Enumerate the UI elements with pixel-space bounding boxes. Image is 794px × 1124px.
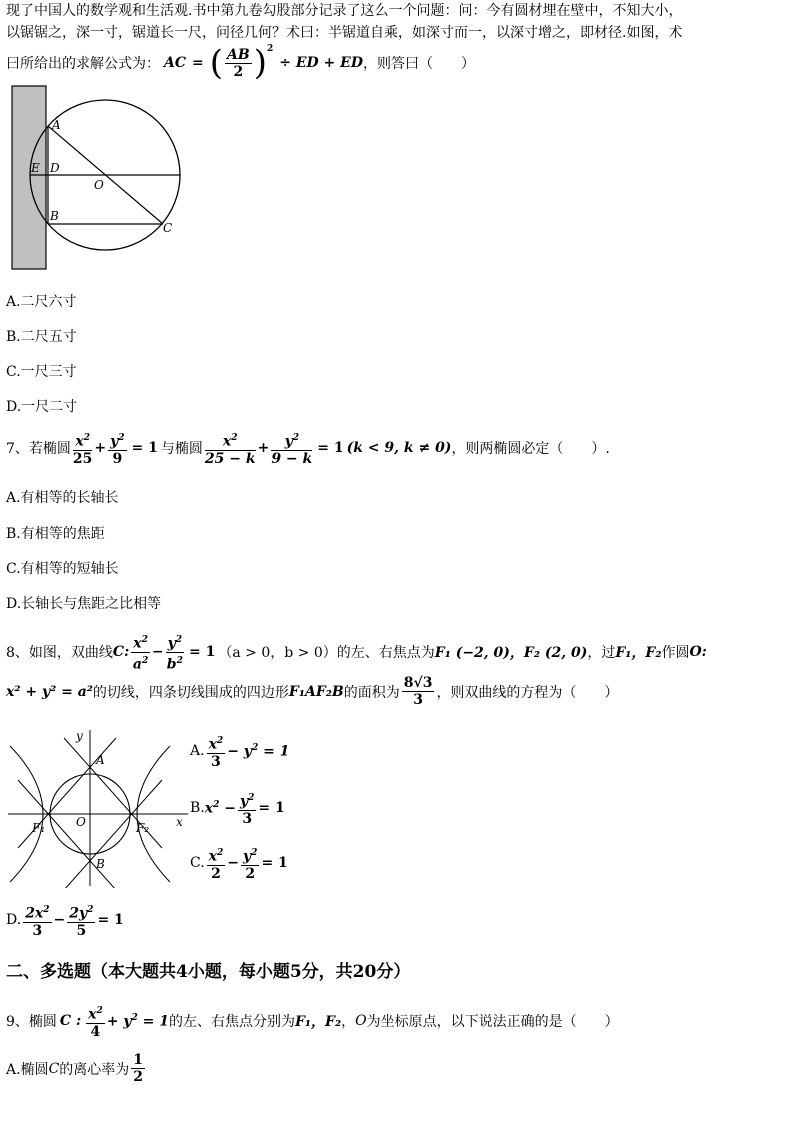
q8-text3: 作圆 [661,645,690,662]
label-f2: F₂ [136,821,150,835]
q7-e1-den1: 25 [72,450,93,467]
q7-e1-frac-x: $\frac{x^2}{25}$ [73,430,92,467]
intro-line-1: 现了中国人的数学观和生活观.书中第九卷勾股部分记录了这么一个问题：问：今有圆材埋在壁中，不知大小， [6,3,683,19]
formula-rest: ÷ ED + ED [279,55,363,71]
formula-fraction [225,47,252,80]
q8-text6: ，则双曲线的方程为（ ） [436,684,619,701]
q8-quad: F₁AF₂B [288,683,344,700]
q8-option-c-label: C. [190,855,205,872]
q9-text2: ， [341,1014,356,1031]
intro-line-3 [6,43,475,83]
q7-y: y [110,433,119,450]
label-d: D [50,161,60,175]
q8-cond: （a > 0，b > 0） [218,645,337,662]
q8-stem-line1: 8、如图，双曲线 C: $\frac{x^2}{a^2}$ − $\frac{y^2}{b^2}$ = 1 （a > 0，b > 0） 的左、右焦点为 F₁ (−2, 0)，F₂ (2, 0) ，过 F₁，F₂ 作圆 O: [6,632,707,672]
q9-option-a-c: C [48,1060,60,1077]
label-a: A [96,753,105,767]
q8-option-a[interactable]: A. $\frac{x^2}{3}$ − $y^2 = 1$ [190,733,289,770]
label-a: A [52,118,61,132]
wall [12,86,46,269]
q8-option-d[interactable]: D. $\frac{2x^2}{3}$ − $\frac{2y^2}{5}$ = 1 [6,902,124,939]
q8-option-b[interactable]: B. $x^2$ − $\frac{y^2}{3}$ = 1 [190,790,285,827]
q8-option-c[interactable]: C. $\frac{x^2}{2}$ − $\frac{y^2}{2}$ = 1 [190,845,288,882]
q7-mid: 与椭圆 [160,441,203,458]
q8-curve-name: C: [112,644,130,661]
x-axis-label: x [176,815,183,829]
y-axis-label: y [76,729,83,743]
formula-power: 2 [266,44,274,54]
q6-option-a[interactable]: A.二尺六寸 [6,294,77,310]
label-f1: F₁ [32,821,46,835]
section-2-heading: 二、多选题（本大题共4小题，每小题5分，共20分） [6,962,411,982]
q8-prefix: 8、如图，双曲线 [6,645,113,662]
q8-text2: ，过 [587,645,616,662]
q8-foci: F₁ (−2, 0)，F₂ (2, 0) [434,645,588,662]
q9-name: C : [59,1013,82,1030]
q7-cond: (k < 9, k ≠ 0) [346,440,452,457]
q7-e2-frac-x: $\frac{x^2}{25 - k}$ [205,430,256,467]
q7-option-a[interactable]: A.有相等的长轴长 [6,490,119,506]
label-o: O [76,815,86,829]
q9-stem: 9、椭圆 C : $\frac{x^2}{4}$ + $y^2 = 1$ 的左、右焦点分别为 F₁，F₂ ， O 为坐标原点，以下说法正确的是（ ） [6,1003,619,1040]
q7-option-b[interactable]: B.有相等的焦距 [6,526,105,542]
q9-text1: 的左、右焦点分别为 [168,1014,295,1031]
q9-prefix: 9、椭圆 [6,1014,57,1031]
q8-stem-line2 [6,675,618,708]
intro-line-2: 以锯锯之，深一寸，锯道长一尺，问径几何？术曰：半锯道自乘，如深寸而一，以深寸增之，即材径.如图，术 [6,25,683,41]
q9-text3: 为坐标原点，以下说法正确的是（ ） [366,1014,619,1031]
q7-e2-den1: 25 − k [204,450,256,467]
q7-prefix: 7、若椭圆 [6,441,71,458]
formula-lhs: AC [164,55,187,71]
q9-option-a[interactable]: A.椭圆 C 的离心率为 $\frac{1}{2}$ [6,1052,144,1085]
intro-line-3-suffix: ，则答曰（ ） [362,56,475,72]
label-b: B [50,209,59,223]
q9-option-a-prefix: A.椭圆 [6,1061,49,1078]
q7-suffix: ，则两椭圆必定（ ）. [451,441,610,458]
label-e: E [31,161,40,175]
q7-e2-frac-y: $\frac{y^2}{9 - k}$ [271,430,312,467]
formula-eq: = [192,55,204,71]
q6-option-b[interactable]: B.二尺五寸 [6,329,77,345]
hyperbola-figure [6,728,190,888]
formula-den: 2 [233,63,244,80]
circle-wall-figure [8,84,188,274]
q7-x: x [75,433,84,450]
right-paren: ) [253,43,267,83]
q8-option-b-label: B. [190,800,205,817]
q7-option-d[interactable]: D.长轴长与焦距之比相等 [6,596,162,612]
q9-foci: F₁，F₂ [294,1014,342,1031]
q7-e1-frac-y: $\frac{y^2}{9}$ [108,430,126,467]
left-paren: ( [209,43,224,83]
q9-option-a-text: 的离心率为 [59,1061,130,1078]
q6-option-d[interactable]: D.一尺二寸 [6,399,78,415]
q7-option-c[interactable]: C.有相等的短轴长 [6,561,119,577]
q7-e2-den2: 9 − k [271,450,313,467]
label-o: O [94,178,104,192]
q8-text4: 的切线，四条切线围成的四边形 [92,684,289,701]
q7-stem: 7、若椭圆 $\frac{x^2}{25}$ + $\frac{y^2}{9}$ = 1 与椭圆 $\frac{x^2}{25 - k}$ + $\frac{y^2}{9 - k}$ = 1 (k < 9, k ≠ 0) ，则两椭圆必定（ ）. [6,430,610,467]
q8-area-num: 8√3 [403,675,433,691]
label-c: C [163,221,173,235]
formula-num: AB [227,46,250,63]
intro-line-3-prefix: 曰所给出的求解公式为： [6,56,160,72]
q8-text1: 的左、右焦点为 [336,645,435,662]
q8-f1f2: F₁，F₂ [615,645,662,662]
q8-circle-eq: x² + y² = a² [6,683,93,700]
q8-text5: 的面积为 [343,684,400,701]
q8-area-den: 3 [413,692,423,708]
q8-option-d-label: D. [6,912,22,929]
label-b: B [96,857,105,871]
q8-area [402,675,435,708]
q8-option-a-label: A. [190,743,205,760]
q9-origin: O [355,1013,367,1030]
q6-option-c[interactable]: C.一尺三寸 [6,364,77,380]
q8-circle-name: O: [689,644,707,661]
q7-e1-den2: 9 [112,450,123,467]
